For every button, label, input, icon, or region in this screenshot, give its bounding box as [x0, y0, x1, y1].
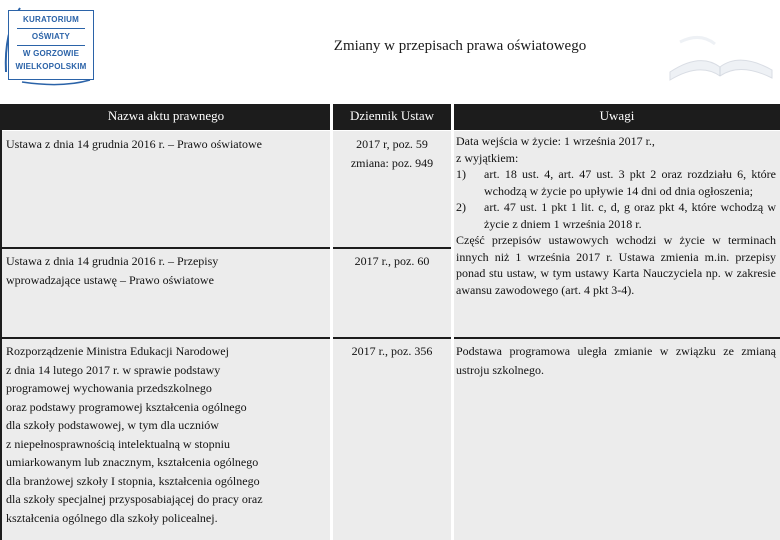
notes-line: z wyjątkiem:	[456, 150, 519, 165]
column-notes	[454, 104, 780, 540]
row-divider	[2, 128, 330, 130]
notes-paragraph: Część przepisów ustawowych wchodzi w życie w terminach innych niż 1 września 2017 r. Ustawa zmienia m.in. przepisy ponad stu ustaw, w tym ustawy Karta Nauczyciela np. w zakresie awansu zawodowego (art. 4 pkt 3-4).	[456, 233, 776, 297]
logo-text-line3: W GORZOWIE	[22, 49, 80, 58]
notes-line: Data wejścia w życie: 1 września 2017 r.,	[456, 134, 655, 148]
act-text-line: dla szkoły specjalnej przysposabiającej do pracy oraz	[6, 492, 263, 506]
act-name-cell	[6, 342, 328, 527]
logo-text-line1: KURATORIUM	[23, 15, 79, 24]
notes-list-number: 1)	[456, 167, 466, 181]
column-journal	[333, 104, 451, 540]
row-divider	[2, 247, 330, 249]
notes-list-number: 2)	[456, 200, 466, 214]
column-act-name	[2, 104, 330, 540]
act-text-line: programowej wychowania przedszkolnego	[6, 381, 212, 395]
page-header	[0, 0, 780, 100]
journal-line: 2017 r, poz. 59	[356, 137, 428, 151]
journal-cell: 2017 r., poz. 356	[351, 344, 433, 358]
notes-list-item	[456, 166, 776, 199]
act-text-line: Rozporządzenie Ministra Edukacji Narodowej	[6, 344, 229, 358]
row-divider	[2, 337, 330, 339]
logo-divider	[17, 28, 85, 29]
notes-list-text: art. 18 ust. 4, art. 47 ust. 3 pkt 2 oraz rozdziału 6, które wchodzą w życie po upływie 14 dni od dnia ogłoszenia;	[484, 167, 776, 198]
table-row	[333, 339, 451, 540]
act-name-cell: Ustawa z dnia 14 grudnia 2016 r. – Prawo oświatowe	[6, 137, 262, 151]
act-text-line: umiarkowanym lub znacznym, kształcenia ogólnego	[6, 455, 259, 469]
row-divider	[333, 247, 451, 249]
act-text-line: z dnia 14 lutego 2017 r. w sprawie podstawy	[6, 362, 221, 377]
column-separator	[451, 104, 454, 540]
notes-list-text: art. 47 ust. 1 pkt 1 lit. c, d, g oraz pkt 4, które wchodzą w życie z dniem 1 września 2018 r.	[484, 200, 776, 231]
act-name-cell: Ustawa z dnia 14 grudnia 2016 r. – Przepisy wprowadzające ustawę – Prawo oświatowe	[6, 254, 219, 287]
open-book-icon	[660, 22, 780, 92]
header-act-name: Nazwa aktu prawnego	[2, 104, 330, 128]
column-separator	[330, 104, 333, 540]
journal-line: zmiana: poz. 949	[350, 155, 434, 170]
logo-text-line4: WIELKOPOLSKIM	[15, 62, 87, 71]
notes-cell	[456, 133, 776, 298]
page-title: Zmiany w przepisach prawa oświatowego	[333, 38, 587, 54]
act-text-line: z niepełnosprawnością intelektualną w stopniu	[6, 436, 230, 451]
row-divider	[333, 128, 451, 130]
act-text-line: dla branżowej szkoły I stopnia, kształcenia ogólnego	[6, 473, 260, 488]
header-notes: Uwagi	[454, 104, 780, 128]
notes-cell: Podstawa programowa uległa zmianie w związku ze zmianą ustroju szkolnego.	[456, 344, 776, 377]
row-divider	[454, 128, 780, 130]
regulations-table	[2, 104, 780, 540]
act-text-line: oraz podstawy programowej kształcenia ogólnego	[6, 399, 247, 414]
row-divider	[454, 337, 780, 339]
journal-cell: 2017 r., poz. 60	[354, 254, 430, 268]
row-divider	[333, 337, 451, 339]
act-text-line: kształcenia ogólnego dla szkoły policealnej.	[6, 510, 218, 525]
journal-cell	[333, 135, 451, 172]
logo-text-line2: OŚWIATY	[31, 32, 71, 41]
header-journal: Dziennik Ustaw	[333, 104, 451, 128]
act-text-line: dla szkoły podstawowej, w tym dla uczniów	[6, 418, 219, 432]
notes-list-item	[456, 199, 776, 232]
